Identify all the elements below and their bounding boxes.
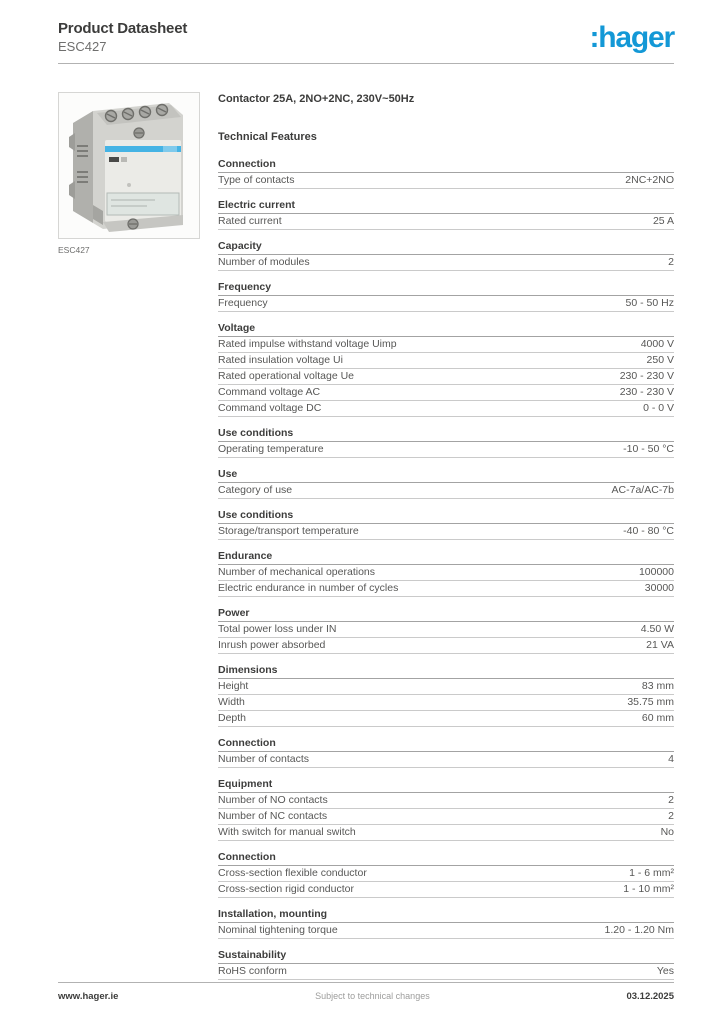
spec-section-title: Equipment	[218, 778, 674, 793]
spec-row-value: 83 mm	[641, 680, 674, 692]
spec-row-label: Operating temperature	[218, 443, 324, 455]
spec-row-label: Type of contacts	[218, 174, 295, 186]
spec-row-label: Cross-section flexible conductor	[218, 867, 367, 879]
spec-row-label: Command voltage AC	[218, 386, 321, 398]
spec-row	[218, 353, 674, 369]
spec-row-value: No	[660, 826, 674, 838]
footer-row	[58, 991, 674, 1002]
spec-section	[218, 607, 674, 654]
spec-section-title: Use conditions	[218, 427, 674, 442]
spec-section	[218, 199, 674, 230]
spec-row	[218, 638, 674, 654]
spec-row	[218, 825, 674, 841]
header-titles	[58, 20, 187, 54]
spec-section-title: Installation, mounting	[218, 908, 674, 923]
spec-row-label: Number of mechanical operations	[218, 566, 375, 578]
spec-row	[218, 866, 674, 882]
spec-row-label: Height	[218, 680, 249, 692]
product-image-caption: ESC427	[58, 245, 90, 255]
footer-date: 03.12.2025	[626, 991, 674, 1002]
spec-section	[218, 737, 674, 768]
spec-row-label: Number of contacts	[218, 753, 310, 765]
spec-row	[218, 752, 674, 768]
spec-row-label: Command voltage DC	[218, 402, 322, 414]
spec-row-label: Rated insulation voltage Ui	[218, 354, 343, 366]
spec-row	[218, 622, 674, 638]
spec-row	[218, 711, 674, 727]
spec-row-value: 0 - 0 V	[643, 402, 674, 414]
page-footer	[58, 982, 674, 1002]
spec-row-value: 2	[668, 256, 674, 268]
product-photo	[58, 92, 200, 239]
spec-row-label: Nominal tightening torque	[218, 924, 338, 936]
spec-row-value: 4.50 W	[640, 623, 674, 635]
spec-section	[218, 427, 674, 458]
spec-row-label: Number of NO contacts	[218, 794, 328, 806]
spec-section-title: Capacity	[218, 240, 674, 255]
spec-section	[218, 240, 674, 271]
spec-row	[218, 173, 674, 189]
spec-section	[218, 664, 674, 727]
hager-logo: :hager	[589, 21, 674, 54]
spec-row	[218, 695, 674, 711]
spec-section-title: Use	[218, 468, 674, 483]
spec-row-value: Yes	[656, 965, 674, 977]
spec-section-title: Electric current	[218, 199, 674, 214]
page-title: Product Datasheet	[58, 20, 188, 37]
spec-row-label: Number of modules	[218, 256, 310, 268]
spec-row-value: 1 - 6 mm²	[629, 867, 674, 879]
spec-section-title: Dimensions	[218, 664, 674, 679]
spec-section	[218, 158, 674, 189]
spec-row-label: Rated operational voltage Ue	[218, 370, 355, 382]
spec-section-title: Power	[218, 607, 674, 622]
spec-row-label: Rated impulse withstand voltage Uimp	[218, 338, 397, 350]
spec-row	[218, 214, 674, 230]
spec-row-label: Storage/transport temperature	[218, 525, 359, 537]
spec-row	[218, 483, 674, 499]
spec-row-label: Inrush power absorbed	[218, 639, 326, 651]
spec-section	[218, 281, 674, 312]
spec-row	[218, 565, 674, 581]
spec-row-value: 2NC+2NO	[625, 174, 674, 186]
spec-row	[218, 369, 674, 385]
spec-row-value: AC-7a/AC-7b	[611, 484, 674, 496]
spec-row-label: Frequency	[218, 297, 268, 309]
spec-row	[218, 401, 674, 417]
footer-website-link[interactable]: www.hager.ie	[58, 991, 119, 1002]
spec-row-value: 4000 V	[640, 338, 674, 350]
spec-row-label: Category of use	[218, 484, 293, 496]
spec-section-title: Frequency	[218, 281, 674, 296]
footer-notice: Subject to technical changes	[315, 991, 430, 1001]
spec-row-label: Electric endurance in number of cycles	[218, 582, 399, 594]
spec-row-label: Width	[218, 696, 245, 708]
specs-column	[218, 92, 674, 990]
spec-row	[218, 882, 674, 898]
spec-section-title: Connection	[218, 737, 674, 752]
spec-row-value: 230 - 230 V	[619, 370, 674, 382]
spec-section	[218, 509, 674, 540]
spec-section-title: Use conditions	[218, 509, 674, 524]
spec-row-value: 4	[668, 753, 674, 765]
spec-row	[218, 337, 674, 353]
spec-row-value: 2	[668, 794, 674, 806]
spec-row-value: 1.20 - 1.20 Nm	[604, 924, 674, 936]
spec-row	[218, 679, 674, 695]
spec-row-value: 2	[668, 810, 674, 822]
spec-row-value: 25 A	[652, 215, 674, 227]
spec-row-label: Rated current	[218, 215, 282, 227]
spec-row-label: Cross-section rigid conductor	[218, 883, 354, 895]
spec-row-value: -40 - 80 °C	[623, 525, 674, 537]
spec-row-label: Number of NC contacts	[218, 810, 328, 822]
spec-row	[218, 442, 674, 458]
spec-row	[218, 809, 674, 825]
product-reference: ESC427	[58, 39, 107, 54]
spec-section	[218, 908, 674, 939]
spec-row-label: RoHS conform	[218, 965, 287, 977]
spec-section	[218, 550, 674, 597]
spec-row	[218, 255, 674, 271]
header-divider	[58, 63, 674, 64]
spec-section	[218, 949, 674, 980]
spec-row-value: 35.75 mm	[627, 696, 674, 708]
spec-section-title: Connection	[218, 158, 674, 173]
product-title: Contactor 25A, 2NO+2NC, 230V~50Hz	[218, 93, 415, 105]
spec-row-label: Total power loss under IN	[218, 623, 337, 635]
spec-row	[218, 296, 674, 312]
spec-section	[218, 778, 674, 841]
spec-section-title: Sustainability	[218, 949, 674, 964]
spec-sections	[218, 158, 674, 980]
spec-row-value: 50 - 50 Hz	[625, 297, 674, 309]
technical-features-heading: Technical Features	[218, 131, 317, 143]
spec-section	[218, 468, 674, 499]
spec-row-label: Depth	[218, 712, 247, 724]
spec-row	[218, 793, 674, 809]
spec-row-value: 1 - 10 mm²	[623, 883, 674, 895]
spec-row-value: 250 V	[646, 354, 674, 366]
spec-section	[218, 322, 674, 417]
spec-row-value: 21 VA	[646, 639, 674, 651]
contactor-image	[59, 93, 199, 238]
spec-row-label: With switch for manual switch	[218, 826, 356, 838]
spec-row-value: 100000	[638, 566, 674, 578]
spec-row	[218, 581, 674, 597]
spec-section-title: Endurance	[218, 550, 674, 565]
spec-row-value: 230 - 230 V	[619, 386, 674, 398]
product-column	[58, 92, 200, 255]
content-area	[58, 92, 674, 990]
spec-row	[218, 964, 674, 980]
spec-row	[218, 923, 674, 939]
spec-row-value: -10 - 50 °C	[623, 443, 674, 455]
spec-section-title: Voltage	[218, 322, 674, 337]
spec-row	[218, 385, 674, 401]
spec-section-title: Connection	[218, 851, 674, 866]
spec-row-value: 60 mm	[641, 712, 674, 724]
footer-divider	[58, 982, 674, 983]
spec-row-value: 30000	[644, 582, 674, 594]
spec-row	[218, 524, 674, 540]
page-header	[58, 20, 674, 54]
spec-section	[218, 851, 674, 898]
